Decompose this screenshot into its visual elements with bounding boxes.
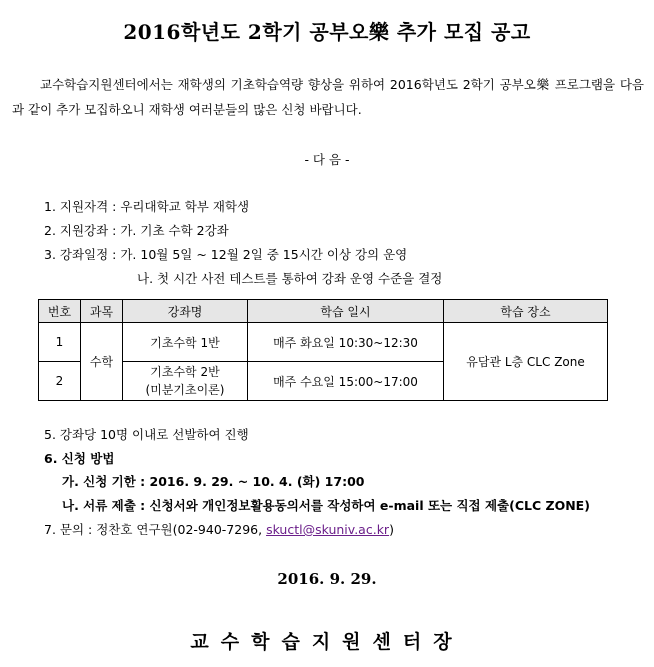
course-name-cell (123, 362, 248, 401)
contact-email-link[interactable]: skuctl@skuniv.ac.kr (266, 522, 390, 537)
section-marker: - 다 음 - (304, 152, 350, 167)
signature: 교수학습지원센터장 (190, 631, 464, 653)
header-location: 학습 장소 (444, 300, 608, 323)
table-row (39, 323, 608, 362)
course-name: 기초수학 2반 (150, 365, 220, 379)
item-application-method: 6. 신청 방법 (44, 451, 115, 466)
course-subtitle: (미분기초이론) (145, 383, 225, 397)
time-cell: 매주 수요일 15:00~17:00 (248, 362, 444, 401)
intro-paragraph: 교수학습지원센터에서는 재학생의 기초학습역량 향상을 위하여 2016학년도 2학기 공부오樂 프로그램을 다음과 같이 추가 모집하오니 재학생 여러분들의 많은 신청 바랍니다. (12, 77, 644, 117)
item-eligibility: 1. 지원자격 : 우리대학교 학부 재학생 (44, 199, 250, 214)
contact-text-end: ) (389, 522, 394, 537)
header-course-name: 강좌명 (123, 300, 248, 323)
item-courses: 2. 지원강좌 : 가. 기초 수학 2강좌 (44, 223, 229, 238)
location-cell: 유담관 L층 CLC Zone (444, 323, 608, 401)
document-date: 2016. 9. 29. (277, 570, 377, 588)
course-table (38, 299, 608, 401)
course-name-cell: 기초수학 1반 (123, 323, 248, 362)
header-time: 학습 일시 (248, 300, 444, 323)
item-application-deadline: 가. 신청 기한 : 2016. 9. 29. ~ 10. 4. (화) 17:00 (62, 474, 365, 489)
document-title: 2016학년도 2학기 공부오樂 추가 모집 공고 (123, 20, 531, 44)
contact-text: 7. 문의 : 정찬호 연구원(02-940-7296, (44, 522, 267, 537)
item-contact (44, 520, 394, 538)
row-number: 2 (39, 362, 81, 401)
item-selection: 5. 강좌당 10명 이내로 선발하여 진행 (44, 427, 249, 442)
item-schedule: 3. 강좌일정 : 가. 10월 5일 ~ 12월 2일 중 15시간 이상 강의 운영 (44, 247, 408, 262)
header-subject: 과목 (81, 300, 123, 323)
row-number: 1 (39, 323, 81, 362)
item-document-submission: 나. 서류 제출 : 신청서와 개인정보활용동의서를 작성하여 e-mail 또는 직접 제출(CLC ZONE) (62, 498, 590, 513)
time-cell: 매주 화요일 10:30~12:30 (248, 323, 444, 362)
subject-cell: 수학 (81, 323, 123, 401)
header-number: 번호 (39, 300, 81, 323)
table-header-row (39, 300, 608, 323)
item-schedule-sub: 나. 첫 시간 사전 테스트를 통하여 강좌 운영 수준을 결정 (137, 271, 443, 286)
